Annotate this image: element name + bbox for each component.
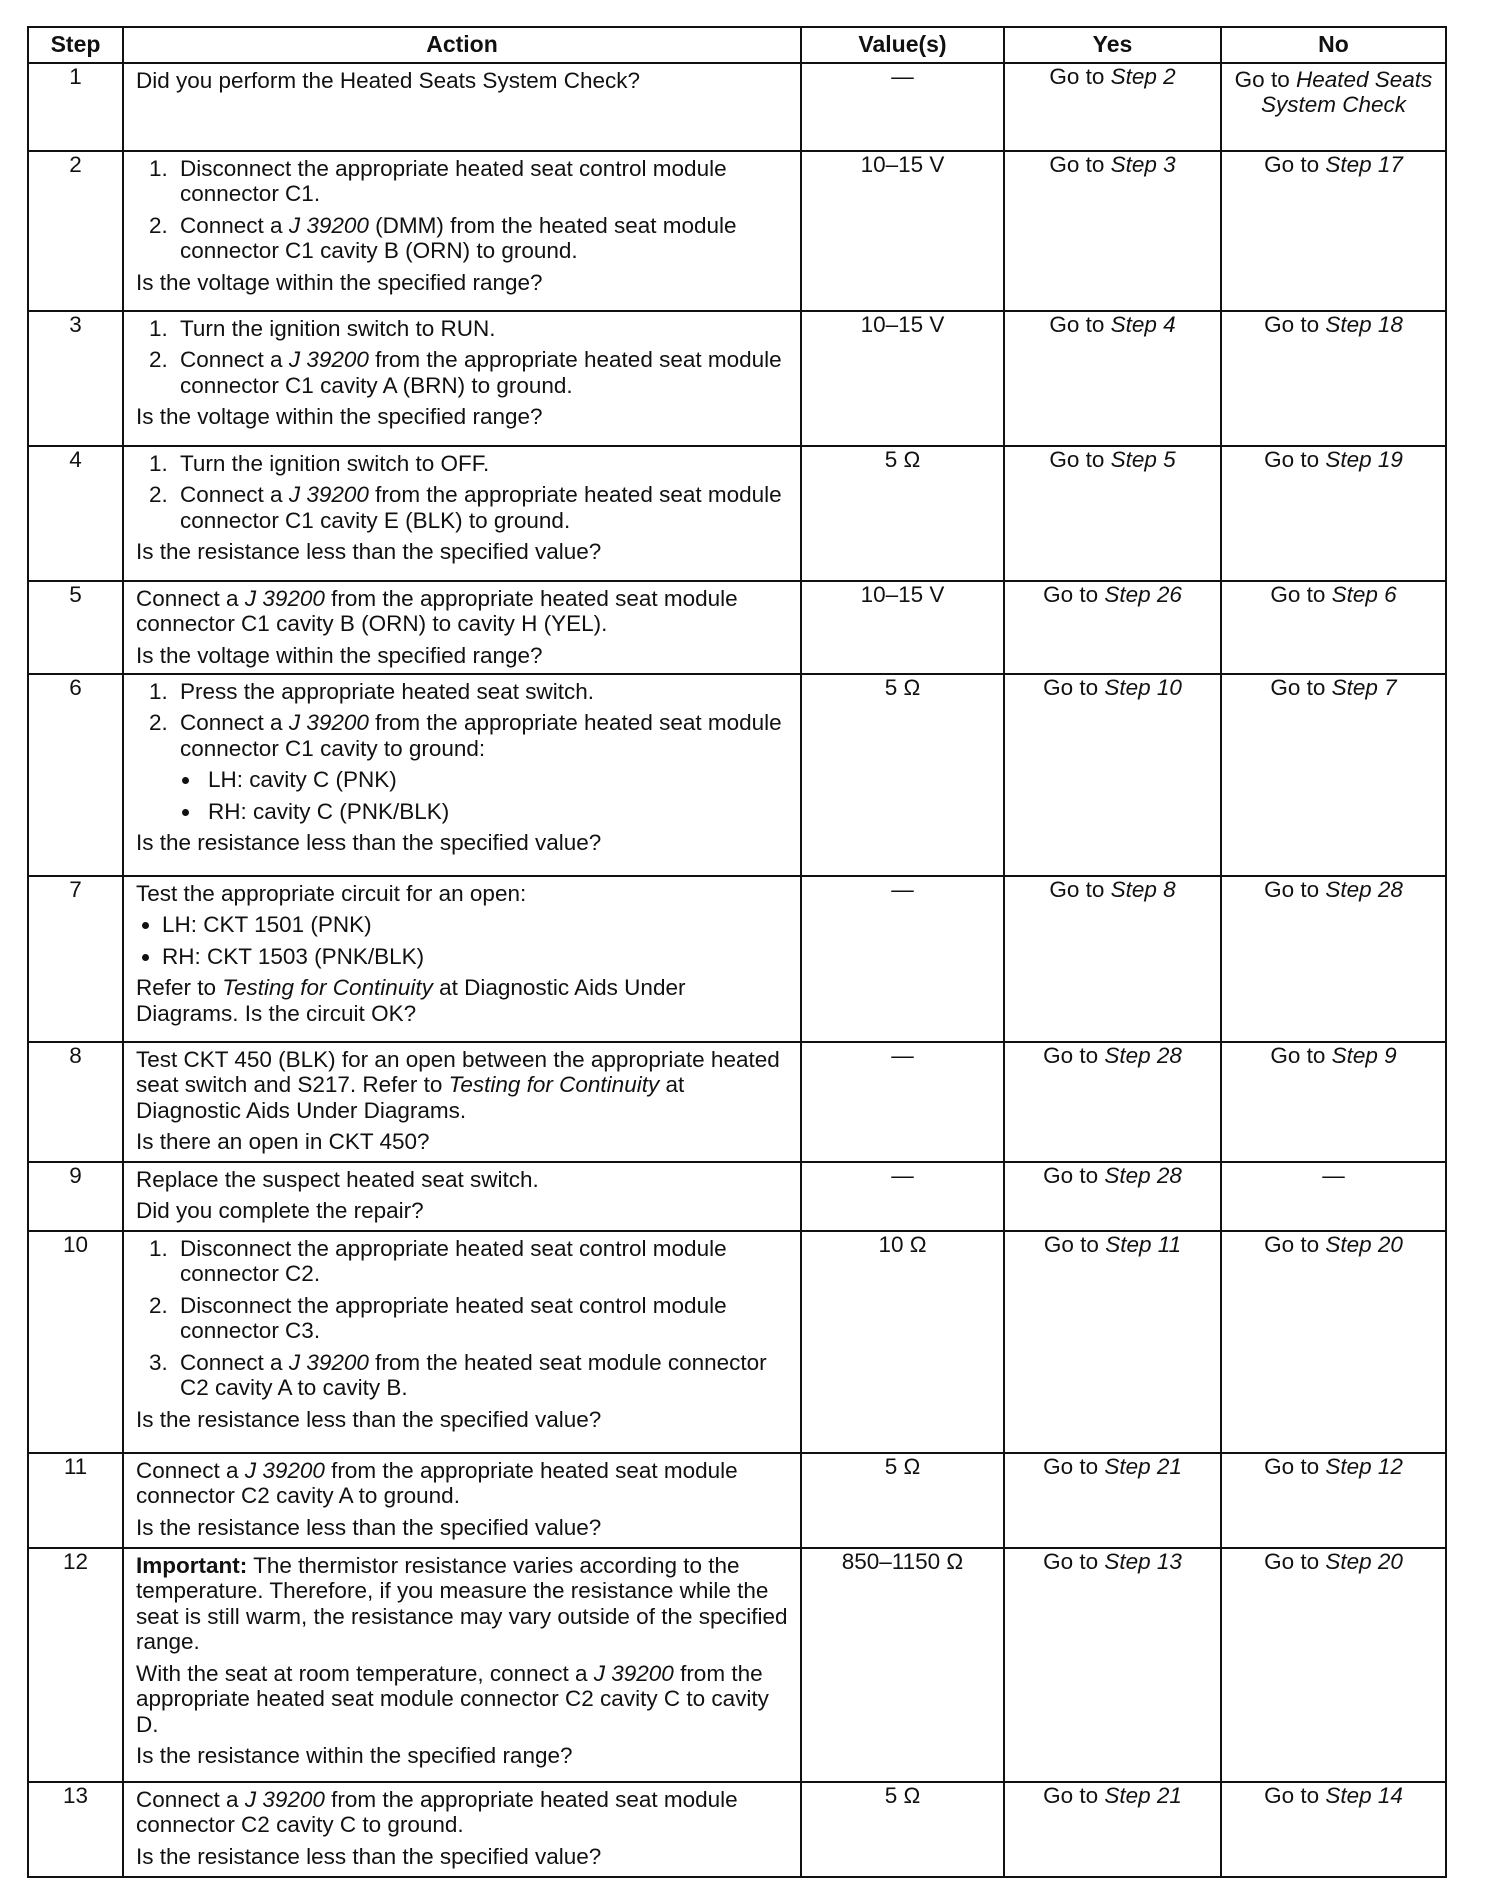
action-cell bbox=[123, 876, 801, 1042]
action-cell bbox=[123, 1042, 801, 1162]
text: from the appropriate heated seat module connector C1 cavity to ground: bbox=[180, 710, 782, 761]
tool-ref: J 39200 bbox=[244, 1458, 325, 1483]
table-row bbox=[28, 1042, 1446, 1162]
yes-cell bbox=[1004, 674, 1221, 876]
action-cell bbox=[123, 151, 801, 311]
step-ref: Step 9 bbox=[1331, 1043, 1397, 1068]
action-cell bbox=[123, 446, 801, 581]
goto-prefix: Go to bbox=[1234, 67, 1296, 92]
action-text: Test the appropriate circuit for an open: bbox=[136, 881, 527, 906]
action-cell bbox=[123, 311, 801, 446]
value-cell: — bbox=[801, 63, 1004, 151]
goto-prefix: Go to bbox=[1049, 152, 1111, 177]
text: Connect a bbox=[136, 1787, 245, 1812]
numbered-list bbox=[136, 156, 792, 264]
goto-prefix: Go to bbox=[1264, 312, 1326, 337]
bullet-item: • RH: cavity C (PNK/BLK) bbox=[202, 799, 792, 824]
step-ref: Step 4 bbox=[1110, 312, 1176, 337]
yes-cell bbox=[1004, 1548, 1221, 1782]
goto-prefix: Go to bbox=[1264, 1232, 1326, 1257]
numbered-list bbox=[136, 1236, 792, 1401]
tool-ref: J 39200 bbox=[288, 710, 369, 736]
step-ref: Step 26 bbox=[1104, 582, 1182, 607]
value-cell: 10–15 V bbox=[801, 311, 1004, 446]
step-ref: Step 8 bbox=[1110, 877, 1176, 902]
action-text bbox=[136, 1787, 792, 1838]
text: Connect a bbox=[136, 586, 245, 611]
action-cell bbox=[123, 1453, 801, 1548]
list-item: 1. Disconnect the appropriate heated seat control module connector C1. bbox=[174, 156, 792, 207]
list-item bbox=[174, 213, 792, 264]
step-number: 7 bbox=[28, 876, 123, 1042]
no-cell bbox=[1221, 1548, 1446, 1782]
table-row bbox=[28, 581, 1446, 674]
goto-prefix: Go to bbox=[1043, 675, 1105, 700]
no-cell bbox=[1221, 1042, 1446, 1162]
yes-cell bbox=[1004, 1453, 1221, 1548]
yes-cell bbox=[1004, 446, 1221, 581]
text: from the appropriate heated seat module connector C1 cavity A (BRN) to ground. bbox=[180, 347, 782, 398]
step-number: 12 bbox=[28, 1548, 123, 1782]
no-cell bbox=[1221, 876, 1446, 1042]
header-yes: Yes bbox=[1004, 27, 1221, 63]
numbered-list bbox=[136, 679, 792, 824]
goto-prefix: Go to bbox=[1270, 1043, 1332, 1068]
table-row bbox=[28, 1548, 1446, 1782]
text: from the appropriate heated seat module connector C2 cavity A to ground. bbox=[136, 1458, 738, 1509]
tool-ref: J 39200 bbox=[288, 482, 369, 508]
value-cell: 850–1150 Ω bbox=[801, 1548, 1004, 1782]
action-text bbox=[136, 975, 792, 1026]
step-ref: Step 19 bbox=[1325, 447, 1403, 472]
table-row bbox=[28, 1162, 1446, 1231]
header-action: Action bbox=[123, 27, 801, 63]
text: (DMM) from the heated seat module connector C1 cavity B (ORN) to ground. bbox=[180, 212, 737, 264]
action-cell bbox=[123, 581, 801, 674]
list-item: 1. Turn the ignition switch to OFF. bbox=[174, 451, 792, 476]
step-ref: Step 3 bbox=[1110, 152, 1176, 177]
step-ref: Step 21 bbox=[1104, 1783, 1182, 1808]
step-number: 1 bbox=[28, 63, 123, 151]
text: Refer to bbox=[136, 975, 223, 1001]
table-row bbox=[28, 63, 1446, 151]
table-row bbox=[28, 1231, 1446, 1453]
list-item: 1. Turn the ignition switch to RUN. bbox=[174, 316, 792, 341]
header-row bbox=[28, 27, 1446, 63]
important-note bbox=[136, 1553, 792, 1655]
yes-cell bbox=[1004, 1042, 1221, 1162]
text: Connect a bbox=[180, 1349, 289, 1375]
text: from the appropriate heated seat module connector C1 cavity B (ORN) to cavity H (YEL). bbox=[136, 586, 738, 637]
tool-ref: J 39200 bbox=[593, 1660, 674, 1686]
goto-prefix: Go to bbox=[1270, 582, 1332, 607]
text: from the heated seat module connector C2 cavity A to cavity B. bbox=[180, 1349, 767, 1401]
action-text bbox=[136, 1458, 792, 1509]
step-ref: Step 5 bbox=[1110, 447, 1176, 472]
step-ref: Step 18 bbox=[1325, 312, 1403, 337]
action-cell bbox=[123, 63, 801, 151]
text: at Diagnostic Aids Under Diagrams. bbox=[136, 1072, 685, 1123]
text: Connect a bbox=[180, 710, 289, 736]
yes-cell bbox=[1004, 876, 1221, 1042]
action-text: Replace the suspect heated seat switch. bbox=[136, 1167, 539, 1192]
step-number: 6 bbox=[28, 674, 123, 876]
list-item: 1. Disconnect the appropriate heated seat control module connector C2. bbox=[174, 1236, 792, 1287]
yes-cell bbox=[1004, 151, 1221, 311]
action-question: Is the voltage within the specified range? bbox=[136, 642, 543, 668]
text: Connect a bbox=[180, 212, 289, 238]
step-number: 3 bbox=[28, 311, 123, 446]
header-values: Value(s) bbox=[801, 27, 1004, 63]
action-cell bbox=[123, 1782, 801, 1877]
tool-ref: J 39200 bbox=[288, 1349, 369, 1375]
text: The thermistor resistance varies according to the temperature. Therefore, if you measure the resistance while the seat is still warm, the resistance may vary outside of the specified range. bbox=[136, 1553, 788, 1655]
no-cell bbox=[1221, 446, 1446, 581]
important-label: Important: bbox=[136, 1553, 248, 1578]
tool-ref: J 39200 bbox=[244, 1787, 325, 1812]
value-cell: 10 Ω bbox=[801, 1231, 1004, 1453]
action-text bbox=[136, 1047, 792, 1123]
goto-prefix: Go to bbox=[1264, 447, 1326, 472]
action-question: Is the voltage within the specified range? bbox=[136, 269, 543, 295]
table-row bbox=[28, 1782, 1446, 1877]
no-cell bbox=[1221, 581, 1446, 674]
yes-cell bbox=[1004, 311, 1221, 446]
step-ref: Step 20 bbox=[1325, 1549, 1403, 1574]
table-row bbox=[28, 446, 1446, 581]
goto-prefix: Go to bbox=[1043, 582, 1105, 607]
step-ref: Step 28 bbox=[1104, 1043, 1182, 1068]
text: Connect a bbox=[180, 482, 289, 508]
action-question: Is the resistance less than the specified value? bbox=[136, 1514, 602, 1540]
goto-prefix: Go to bbox=[1264, 1454, 1326, 1479]
list-item bbox=[174, 1350, 792, 1401]
step-ref: Step 28 bbox=[1104, 1163, 1182, 1188]
value-cell: 10–15 V bbox=[801, 581, 1004, 674]
action-question: Is the resistance less than the specified value? bbox=[136, 1843, 602, 1869]
step-ref: Step 6 bbox=[1331, 582, 1397, 607]
goto-prefix: Go to bbox=[1049, 312, 1111, 337]
goto-prefix: Go to bbox=[1043, 1043, 1105, 1068]
tool-ref: J 39200 bbox=[288, 347, 369, 373]
step-ref: Step 13 bbox=[1104, 1549, 1182, 1574]
value-cell: 5 Ω bbox=[801, 1782, 1004, 1877]
goto-prefix: Go to bbox=[1049, 447, 1111, 472]
goto-prefix: Go to bbox=[1043, 1454, 1105, 1479]
doc-ref: Testing for Continuity bbox=[448, 1072, 660, 1098]
text: Connect a bbox=[180, 347, 289, 373]
numbered-list bbox=[136, 316, 792, 398]
table-row bbox=[28, 311, 1446, 446]
list-item bbox=[174, 710, 792, 824]
text: Test CKT 450 (BLK) for an open between the appropriate heated seat switch and S217. Refer to bbox=[136, 1047, 780, 1098]
no-cell bbox=[1221, 311, 1446, 446]
bullet-list bbox=[180, 767, 792, 824]
step-ref: Step 14 bbox=[1325, 1783, 1403, 1808]
action-cell bbox=[123, 1162, 801, 1231]
value-cell: — bbox=[801, 876, 1004, 1042]
value-cell: 5 Ω bbox=[801, 674, 1004, 876]
step-ref: Step 10 bbox=[1104, 675, 1182, 700]
goto-prefix: Go to bbox=[1264, 1549, 1326, 1574]
action-question: Is the resistance less than the specified value? bbox=[136, 539, 602, 565]
step-ref: Heated Seats System Check bbox=[1260, 67, 1433, 118]
no-cell bbox=[1221, 1231, 1446, 1453]
bullet-item: • RH: CKT 1503 (PNK/BLK) bbox=[162, 944, 792, 969]
action-question: Is the resistance less than the specified value? bbox=[136, 1406, 602, 1432]
header-step: Step bbox=[28, 27, 123, 63]
value-cell: 5 Ω bbox=[801, 1453, 1004, 1548]
no-cell bbox=[1221, 674, 1446, 876]
action-question: Did you complete the repair? bbox=[136, 1198, 424, 1224]
step-ref: Step 28 bbox=[1325, 877, 1403, 902]
action-question: Is the resistance within the specified range? bbox=[136, 1742, 573, 1768]
step-ref: Step 7 bbox=[1331, 675, 1397, 700]
numbered-list bbox=[136, 451, 792, 533]
action-text bbox=[136, 1661, 792, 1737]
action-question: Did you perform the Heated Seats System Check? bbox=[136, 68, 640, 93]
step-ref: Step 21 bbox=[1104, 1454, 1182, 1479]
no-cell bbox=[1221, 1453, 1446, 1548]
table-row bbox=[28, 151, 1446, 311]
goto-prefix: Go to bbox=[1264, 152, 1326, 177]
value-cell: 10–15 V bbox=[801, 151, 1004, 311]
yes-cell bbox=[1004, 63, 1221, 151]
text: from the appropriate heated seat module connector C2 cavity C to cavity D. bbox=[136, 1660, 769, 1737]
goto-prefix: Go to bbox=[1043, 1549, 1105, 1574]
goto-prefix: Go to bbox=[1264, 1783, 1326, 1808]
step-number: 8 bbox=[28, 1042, 123, 1162]
action-question: Is there an open in CKT 450? bbox=[136, 1129, 430, 1155]
text: Connect a bbox=[136, 1458, 245, 1483]
list-item: 2. Disconnect the appropriate heated seat control module connector C3. bbox=[174, 1293, 792, 1344]
list-item bbox=[174, 347, 792, 398]
step-ref: Step 12 bbox=[1325, 1454, 1403, 1479]
step-ref: Step 11 bbox=[1105, 1232, 1182, 1257]
step-number: 4 bbox=[28, 446, 123, 581]
table-row bbox=[28, 674, 1446, 876]
bullet-item: • LH: CKT 1501 (PNK) bbox=[162, 912, 792, 937]
step-number: 2 bbox=[28, 151, 123, 311]
text: With the seat at room temperature, connect a bbox=[136, 1660, 594, 1686]
tool-ref: J 39200 bbox=[244, 586, 325, 611]
yes-cell bbox=[1004, 1231, 1221, 1453]
goto-prefix: Go to bbox=[1270, 675, 1332, 700]
goto-prefix: Go to bbox=[1264, 877, 1326, 902]
no-cell bbox=[1221, 63, 1446, 151]
no-cell bbox=[1221, 151, 1446, 311]
goto-prefix: Go to bbox=[1043, 1783, 1105, 1808]
tool-ref: J 39200 bbox=[288, 212, 369, 238]
action-question: Is the resistance less than the specified value? bbox=[136, 830, 602, 856]
value-cell: 5 Ω bbox=[801, 446, 1004, 581]
doc-ref: Testing for Continuity bbox=[222, 975, 433, 1001]
value-cell: — bbox=[801, 1162, 1004, 1231]
list-item: 1. Press the appropriate heated seat switch. bbox=[174, 679, 792, 704]
action-cell bbox=[123, 1548, 801, 1782]
yes-cell bbox=[1004, 581, 1221, 674]
action-question: Is the voltage within the specified range? bbox=[136, 404, 543, 430]
yes-cell bbox=[1004, 1162, 1221, 1231]
step-number: 10 bbox=[28, 1231, 123, 1453]
step-ref: Step 2 bbox=[1110, 64, 1176, 89]
bullet-list bbox=[136, 912, 792, 969]
step-number: 13 bbox=[28, 1782, 123, 1877]
text: at Diagnostic Aids Under Diagrams. Is the circuit OK? bbox=[136, 975, 686, 1026]
value-cell: — bbox=[801, 1042, 1004, 1162]
no-cell: — bbox=[1221, 1162, 1446, 1231]
text: from the appropriate heated seat module connector C1 cavity E (BLK) to ground. bbox=[180, 482, 782, 533]
action-text bbox=[136, 586, 792, 637]
step-number: 5 bbox=[28, 581, 123, 674]
bullet-item: • LH: cavity C (PNK) bbox=[202, 767, 792, 792]
step-ref: Step 20 bbox=[1325, 1232, 1403, 1257]
goto-prefix: Go to bbox=[1043, 1163, 1105, 1188]
no-cell bbox=[1221, 1782, 1446, 1877]
header-no: No bbox=[1221, 27, 1446, 63]
action-cell bbox=[123, 674, 801, 876]
step-ref: Step 17 bbox=[1325, 152, 1403, 177]
table-row bbox=[28, 876, 1446, 1042]
goto-prefix: Go to bbox=[1049, 64, 1111, 89]
goto-prefix: Go to bbox=[1043, 1232, 1106, 1257]
step-number: 9 bbox=[28, 1162, 123, 1231]
step-number: 11 bbox=[28, 1453, 123, 1548]
text: from the appropriate heated seat module connector C2 cavity C to ground. bbox=[136, 1787, 738, 1838]
table-row bbox=[28, 1453, 1446, 1548]
diagnostic-table bbox=[27, 26, 1447, 1878]
action-cell bbox=[123, 1231, 801, 1453]
goto-prefix: Go to bbox=[1049, 877, 1111, 902]
yes-cell bbox=[1004, 1782, 1221, 1877]
list-item bbox=[174, 482, 792, 533]
